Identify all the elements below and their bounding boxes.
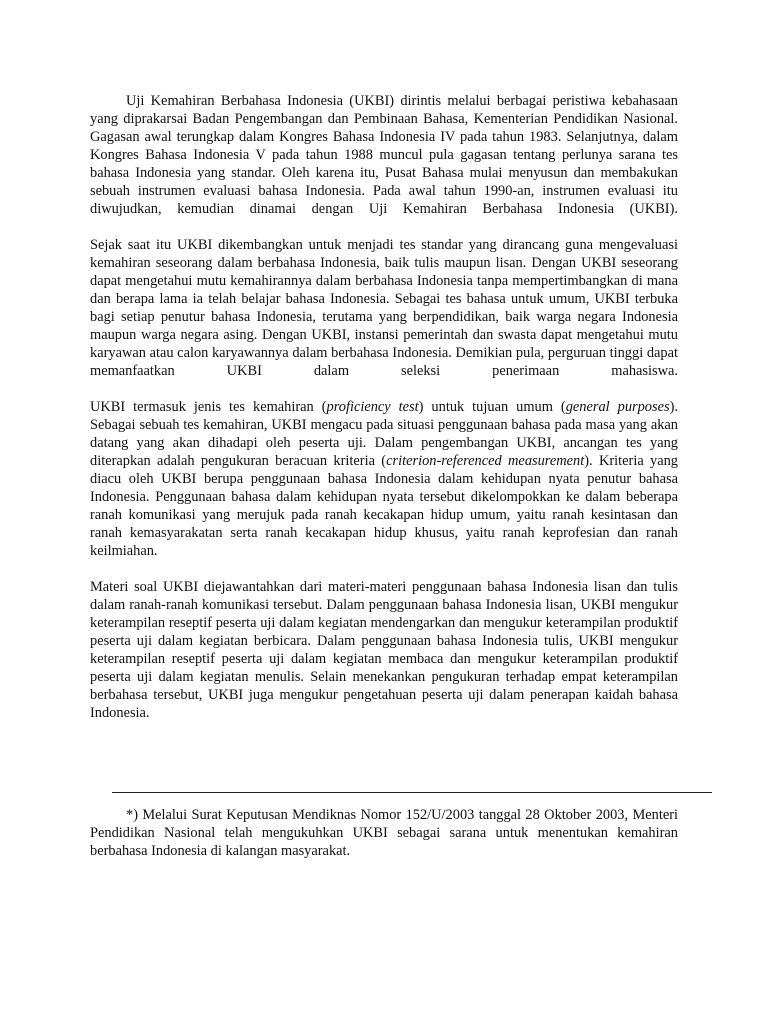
paragraph-text: UKBI termasuk jenis tes kemahiran ( [90, 399, 327, 415]
paragraph-text: ) untuk tujuan umum ( [418, 399, 566, 415]
paragraph-ukbi-materials [90, 578, 678, 722]
paragraph-text: ). Sebagai sebuah tes kemahiran, UKBI mengacu pada situasi penggunaan bahasa pada masa yang akan datang yang akan dihadapi oleh peserta uji. Dalam pengembangan UKBI, ancangan tes yang diterapkan adalah pengukuran beracuan kriteria ( [90, 399, 678, 469]
footnote-separator [112, 792, 712, 793]
italic-term: criterion-referenced measurement [386, 453, 585, 469]
footnote [90, 806, 678, 860]
italic-term: proficiency test [326, 399, 419, 415]
document-body [90, 92, 678, 740]
paragraph-ukbi-history [90, 92, 678, 218]
paragraph-text: Sejak saat itu UKBI dikembangkan untuk menjadi tes standar yang dirancang guna mengevaluasi kemahiran seseorang dalam berbahasa Indonesia, baik tulis maupun lisan. Dengan UKBI seseorang dapat mengetahui mutu kemahirannya dalam berbahasa Indonesia tanpa mempertimbangkan di mana dan berapa lama ia telah belajar bahasa Indonesia. Sebagai tes bahasa untuk umum, UKBI terbuka bagi setiap penutur bahasa Indonesia, terutama yang berpendidikan, baik warga negara Indonesia maupun warga negara asing. Dengan UKBI, instansi pemerintah dan swasta dapat mengetahui mutu karyawan atau calon karyawannya dalam berbahasa Indonesia. Demikian pula, perguruan tinggi dapat memanfaatkan UKBI dalam seleksi penerimaan mahasiswa. [90, 237, 678, 379]
paragraph-text: Materi soal UKBI diejawantahkan dari materi-materi penggunaan bahasa Indonesia lisan dan tulis dalam ranah-ranah komunikasi tersebut. Dalam penggunaan bahasa Indonesia lisan, UKBI mengukur keterampilan reseptif peserta uji dalam kegiatan mendengarkan dan mengukur keterampilan produktif peserta uji dalam kegiatan berbicara. Dalam penggunaan bahasa Indonesia tulis, UKBI mengukur keterampilan reseptif peserta uji dalam kegiatan membaca dan mengukur keterampilan produktif peserta uji dalam kegiatan menulis. Selain menekankan pengukuran terhadap empat keterampilan berbahasa tersebut, UKBI juga mengukur pengetahuan peserta uji dalam penerapan kaidah bahasa Indonesia. [90, 579, 678, 721]
paragraph-text: Uji Kemahiran Berbahasa Indonesia (UKBI) dirintis melalui berbagai peristiwa kebahasaan yang diprakarsai Badan Pengembangan dan Pembinaan Bahasa, Kementerian Pendidikan Nasional. Gagasan awal terungkap dalam Kongres Bahasa Indonesia IV pada tahun 1983. Selanjutnya, dalam Kongres Bahasa Indonesia V pada tahun 1988 muncul pula gagasan tentang perlunya sarana tes bahasa Indonesia yang standar. Oleh karena itu, Pusat Bahasa mulai menyusun dan membakukan sebuah instrumen evaluasi bahasa Indonesia. Pada awal tahun 1990-an, instrumen evaluasi itu diwujudkan, kemudian dinamai dengan Uji Kemahiran Berbahasa Indonesia (UKBI). [90, 93, 678, 217]
paragraph-ukbi-test-type [90, 398, 678, 560]
footnote-text: *) Melalui Surat Keputusan Mendiknas Nomor 152/U/2003 tanggal 28 Oktober 2003, Menteri Pendidikan Nasional telah mengukuhkan UKBI sebagai sarana untuk menentukan kemahiran berbahasa Indonesia di kalangan masyarakat. [90, 807, 678, 859]
paragraph-text: ). Kriteria yang diacu oleh UKBI berupa penggunaan bahasa Indonesia dalam kehidupan nyata penutur bahasa Indonesia. Penggunaan bahasa dalam kehidupan nyata tersebut dikelompokkan ke dalam beberapa ranah komunikasi yang merujuk pada ranah kecakapan hidup umum, yaitu ranah kesintasan dan ranah kemasyarakatan serta ranah kecakapan hidup khusus, yaitu ranah keprofesian dan ranah keilmiahan. [90, 453, 679, 559]
italic-term: general purposes [565, 399, 670, 415]
paragraph-ukbi-purpose [90, 236, 678, 380]
